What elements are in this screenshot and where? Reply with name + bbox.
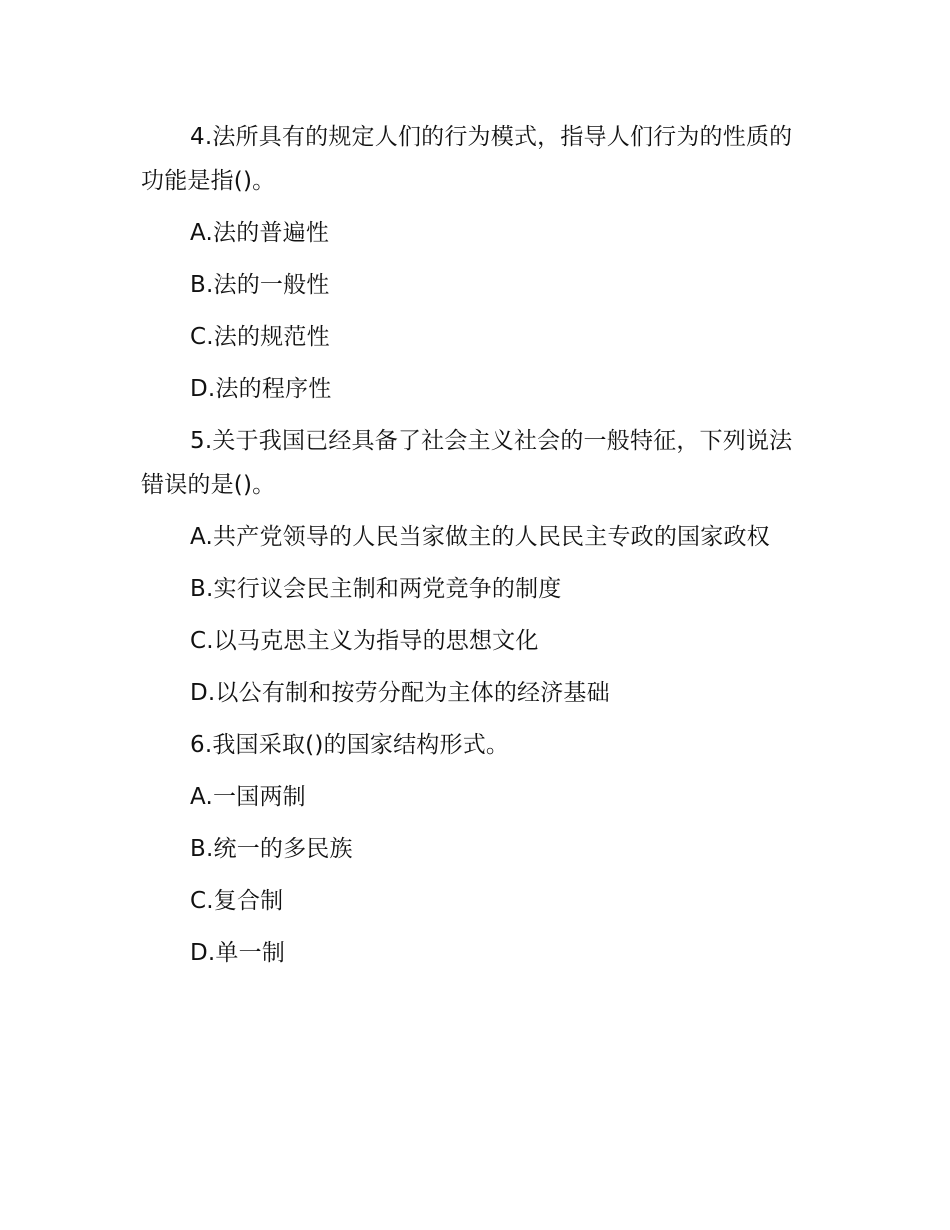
document-body bbox=[141, 115, 813, 983]
question-4-stem: 4.法所具有的规定人们的行为模式，指导人们行为的性质的功能是指()。 bbox=[141, 124, 793, 194]
question-5-option-a: A.共产党领导的人民当家做主的人民民主专政的国家政权 bbox=[190, 524, 770, 550]
question-5-option-d: D.以公有制和按劳分配为主体的经济基础 bbox=[190, 680, 610, 706]
question-6-option-c: C.复合制 bbox=[190, 888, 284, 914]
question-6-option-b: B.统一的多民族 bbox=[190, 836, 353, 862]
question-6-option-d: D.单一制 bbox=[190, 940, 286, 966]
question-5-option-b: B.实行议会民主制和两党竞争的制度 bbox=[190, 576, 562, 602]
question-4-option-d: D.法的程序性 bbox=[190, 376, 332, 402]
question-4-option-c: C.法的规范性 bbox=[190, 324, 330, 350]
question-4-option-a: A.法的普遍性 bbox=[190, 220, 330, 246]
question-6-option-a: A.一国两制 bbox=[190, 784, 306, 810]
question-5-option-c: C.以马克思主义为指导的思想文化 bbox=[190, 628, 539, 654]
question-6-stem: 6.我国采取()的国家结构形式。 bbox=[190, 732, 510, 758]
question-5-stem: 5.关于我国已经具备了社会主义社会的一般特征，下列说法错误的是()。 bbox=[141, 428, 793, 498]
question-4-option-b: B.法的一般性 bbox=[190, 272, 330, 298]
